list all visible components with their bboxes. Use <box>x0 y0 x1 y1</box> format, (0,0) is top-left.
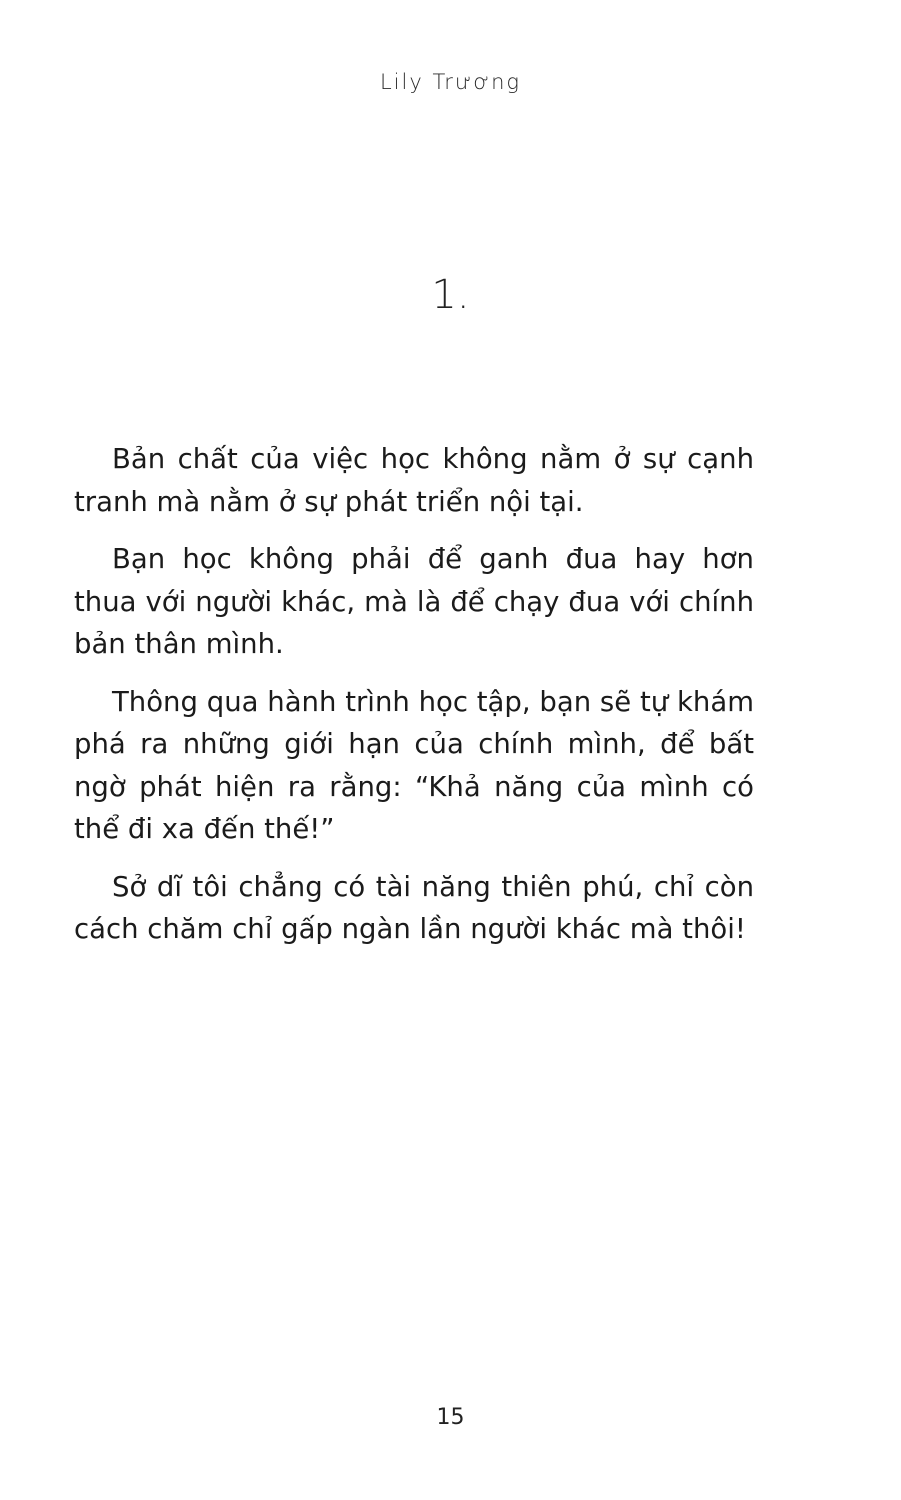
chapter-number: 1. <box>431 272 470 318</box>
paragraph: Thông qua hành trình học tập, bạn sẽ tự khám phá ra những giới hạn của chính mình, để bất ngờ phát hiện ra rằng: “Khả năng của mình có thể đi xa đến thế!” <box>74 685 754 845</box>
page-number: 15 <box>436 1405 465 1430</box>
paragraph: Sở dĩ tôi chẳng có tài năng thiên phú, chỉ còn cách chăm chỉ gấp ngàn lần người khác mà thôi! <box>74 870 754 945</box>
paragraph: Bạn học không phải để ganh đua hay hơn thua với người khác, mà là để chạy đua với chính bản thân mình. <box>74 543 754 660</box>
body-text <box>74 438 754 966</box>
paragraph: Bản chất của việc học không nằm ở sự cạnh tranh mà nằm ở sự phát triển nội tại. <box>74 443 754 518</box>
running-header-author: Lily Trương <box>379 70 521 94</box>
